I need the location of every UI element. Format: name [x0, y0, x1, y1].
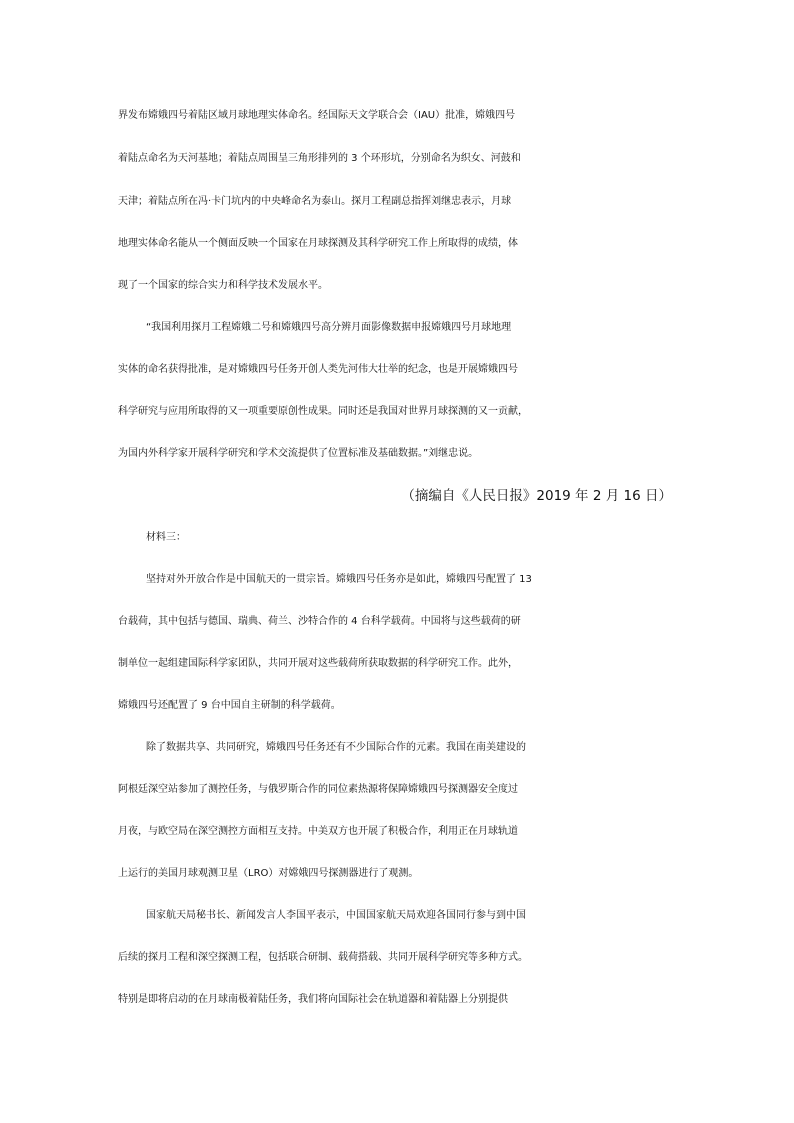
text-line: 科学研究与应用所取得的又一项重要原创性成果。同时还是我国对世界月球探测的又一贡献， [118, 406, 528, 417]
text-line: 着陆点命名为天河基地；着陆点周围呈三角形排列的 3 个环形坑，分别命名为织女、河鼓和 [118, 153, 521, 164]
text-line: 天津；着陆点所在冯·卡门坑内的中央峰命名为泰山。探月工程副总指挥刘继忠表示，月球 [118, 196, 512, 207]
text-line: 后续的探月工程和深空探测工程，包括联合研制、载荷搭载、共同开展科学研究等多种方式。 [118, 952, 528, 963]
text-line: 上运行的美国月球观测卫星（LRO）对嫦娥四号探测器进行了观测。 [118, 868, 419, 879]
text-line: 现了一个国家的综合实力和科学技术发展水平。 [118, 280, 328, 291]
text-line: 嫦娥四号还配置了 9 台中国自主研制的科学载荷。 [118, 700, 341, 711]
text-line: “我国利用探月工程嫦娥二号和嫦娥四号高分辨月面影像数据申报嫦娥四号月球地理 [146, 322, 512, 333]
text-line: 特别是即将启动的在月球南极着陆任务，我们将向国际社会在轨道器和着陆器上分别提供 [118, 994, 508, 1005]
text-line: 制单位一起组建国际科学家团队，共同开展对这些载荷所获取数据的科学研究工作。此外， [118, 658, 518, 669]
text-line: 除了数据共享、共同研究，嫦娥四号任务还有不少国际合作的元素。我国在南美建设的 [146, 742, 526, 753]
text-line: 月夜，与欧空局在深空测控方面相互支持。中美双方也开展了积极合作，利用正在月球轨道 [118, 826, 518, 837]
text-line: 实体的命名获得批准，是对嫦娥四号任务开创人类先河伟大壮举的纪念，也是开展嫦娥四号 [118, 364, 518, 375]
text-line: 界发布嫦娥四号着陆区域月球地理实体命名。经国际天文学联合会（IAU）批准，嫦娥四号 [118, 110, 516, 121]
text-line: 地理实体命名能从一个侧面反映一个国家在月球探测及其科学研究工作上所取得的成绩，体 [118, 238, 518, 249]
source-citation: （摘编自《人民日报》2019 年 2 月 16 日） [401, 488, 672, 504]
section-heading: 材料三： [146, 532, 186, 543]
text-line: 坚持对外开放合作是中国航天的一贯宗旨。嫦娥四号任务亦是如此，嫦娥四号配置了 13 [146, 574, 532, 585]
text-line: 为国内外科学家开展科学研究和学术交流提供了位置标准及基础数据。”刘继忠说。 [118, 448, 479, 459]
text-line: 台载荷，其中包括与德国、瑞典、荷兰、沙特合作的 4 台科学载荷。中国将与这些载荷的研 [118, 616, 521, 627]
text-line: 国家航天局秘书长、新闻发言人李国平表示，中国国家航天局欢迎各国同行参与到中国 [146, 910, 526, 921]
text-line: 阿根廷深空站参加了测控任务，与俄罗斯合作的同位素热源将保障嫦娥四号探测器安全度过 [118, 784, 518, 795]
